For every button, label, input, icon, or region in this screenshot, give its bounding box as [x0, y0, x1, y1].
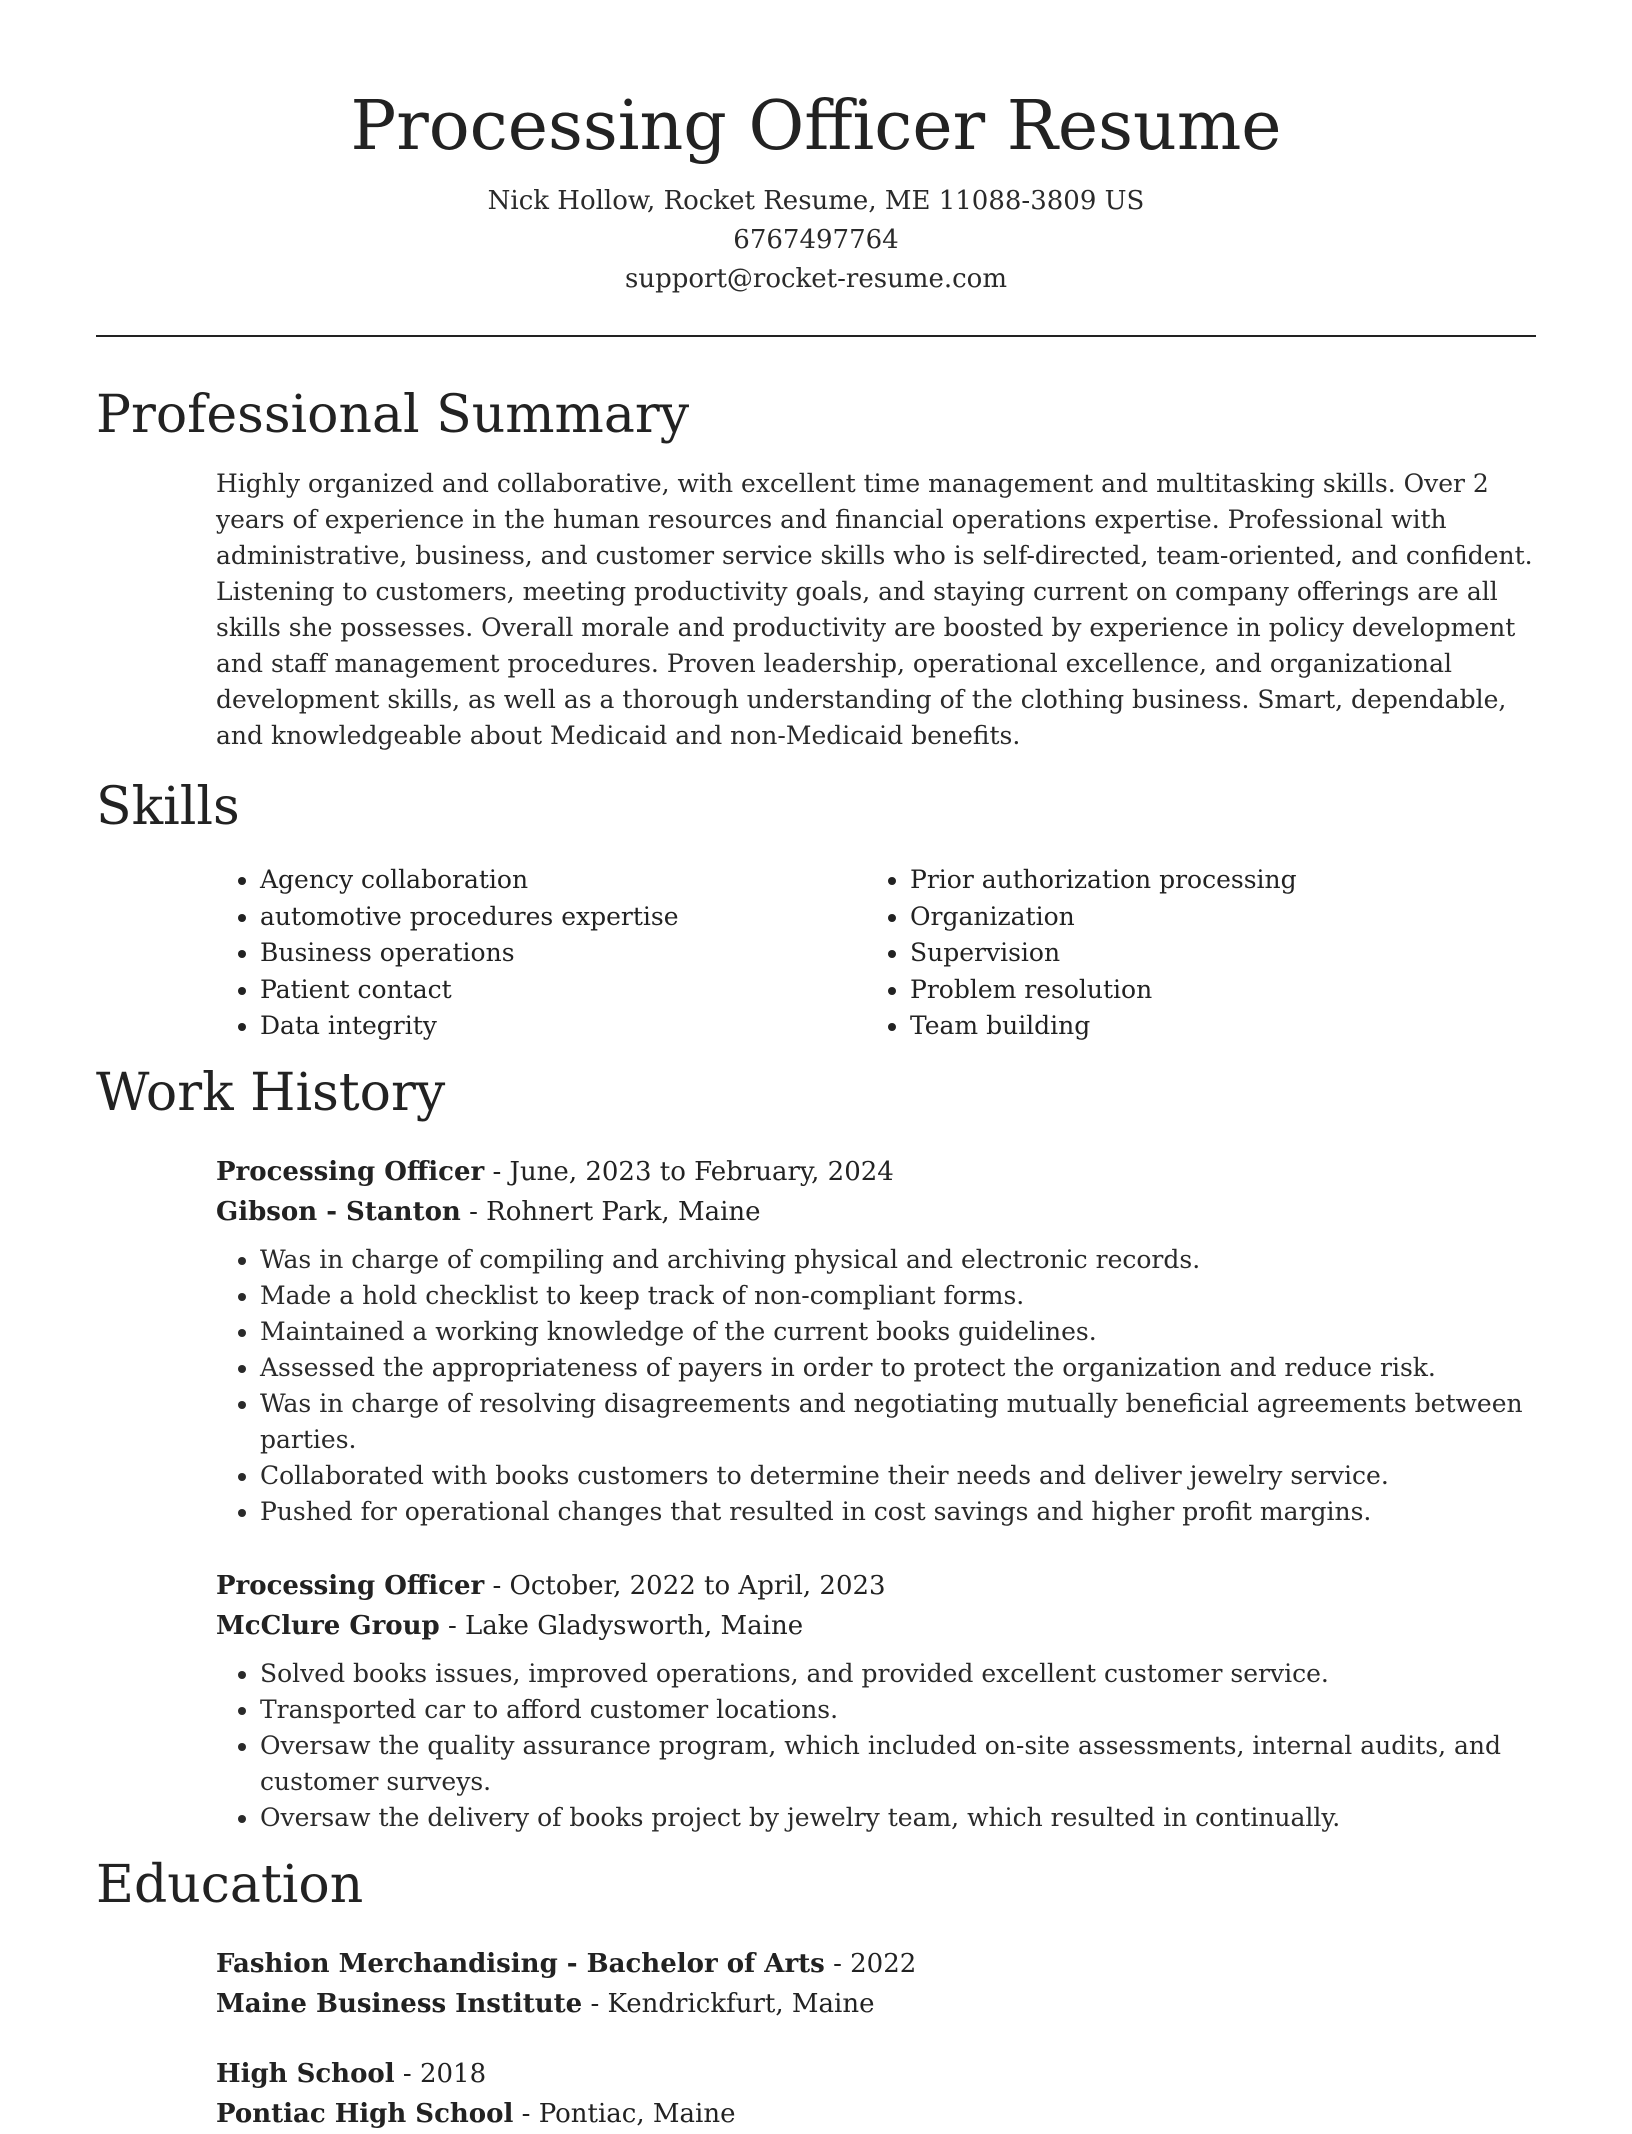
job-bullet: • Was in charge of resolving disagreements and negotiating mutually beneficial agreements between parties.: [260, 1386, 1536, 1458]
job-bullet: • Oversaw the quality assurance program, which included on-site assessments, internal audits, and customer surveys.: [260, 1728, 1536, 1800]
job-bullet: • Oversaw the delivery of books project by jewelry team, which resulted in continually.: [260, 1800, 1536, 1836]
education-school-line: [216, 1984, 1536, 2024]
education-year: - 2018: [394, 2059, 487, 2089]
resume-title: Processing Officer Resume: [350, 87, 1282, 166]
job-dates: - October, 2022 to April, 2023: [484, 1571, 886, 1601]
job-dates: - June, 2023 to February, 2024: [484, 1157, 894, 1187]
skills-section: [96, 772, 1536, 1045]
education-degree: Fashion Merchandising - Bachelor of Arts: [216, 1949, 825, 1979]
skill-item: • Business operations: [260, 935, 866, 972]
job-bullets: [216, 1656, 1536, 1836]
job-title-line: [216, 1566, 1536, 1606]
skill-item: • Team building: [910, 1008, 1516, 1045]
job-title: Processing Officer: [216, 1157, 485, 1187]
resume-page: [96, 0, 1536, 2129]
education-school: Maine Business Institute: [216, 1989, 583, 2019]
job-bullet: • Maintained a working knowledge of the current books guidelines.: [260, 1314, 1536, 1350]
education-location: - Pontiac, Maine: [513, 2099, 736, 2129]
skills-list-left: [216, 862, 866, 1045]
skills-heading: Skills: [96, 777, 240, 837]
job-company: Gibson - Stanton: [216, 1197, 461, 1227]
job-bullet: • Solved books issues, improved operations, and provided excellent customer service.: [260, 1656, 1536, 1692]
job-location: - Lake Gladysworth, Maine: [439, 1611, 804, 1641]
skill-item: • automotive procedures expertise: [260, 899, 866, 936]
job-company: McClure Group: [216, 1611, 440, 1641]
education-section: [96, 1850, 1536, 2134]
job-bullet: • Was in charge of compiling and archiving physical and electronic records.: [260, 1242, 1536, 1278]
contact-address: Nick Hollow, Rocket Resume, ME 11088-3809 US: [487, 186, 1145, 216]
job-entry: [216, 1152, 1536, 1530]
job-bullet: • Collaborated with books customers to determine their needs and deliver jewelry service.: [260, 1458, 1536, 1494]
skill-item: • Data integrity: [260, 1008, 866, 1045]
education-degree: High School: [216, 2059, 395, 2089]
summary-text: Highly organized and collaborative, with excellent time management and multitasking skills. Over 2 years of experience in the human resources and financial operations expertise. Professional with administrative, business, and customer service skills who is self-directed, team-oriented, and confident. Listening to customers, meeting productivity goals, and staying current on company offerings are all skills she possesses. Overall morale and productivity are boosted by experience in policy development and staff management procedures. Proven leadership, operational excellence, and organizational development skills, as well as a thorough understanding of the clothing business. Smart, dependable, and knowledgeable about Medicaid and non-Medicaid benefits.: [216, 469, 1533, 750]
contact-email: support@rocket-resume.com: [624, 264, 1007, 294]
skills-list-right: [866, 862, 1516, 1045]
skills-columns: [216, 862, 1536, 1045]
job-location: - Rohnert Park, Maine: [460, 1197, 761, 1227]
education-degree-line: [216, 1944, 1536, 1984]
education-entry: [216, 2054, 1536, 2134]
summary-section: [96, 380, 1536, 754]
job-company-line: [216, 1192, 1536, 1232]
job-bullets: [216, 1242, 1536, 1530]
header-divider: [96, 335, 1536, 337]
contact-block: [96, 182, 1536, 299]
education-location: - Kendrickfurt, Maine: [582, 1989, 875, 2019]
skill-item: • Supervision: [910, 935, 1516, 972]
job-bullet: • Transported car to afford customer locations.: [260, 1692, 1536, 1728]
resume-header: [96, 0, 1536, 337]
education-year: - 2022: [824, 1949, 917, 1979]
education-heading: Education: [96, 1855, 364, 1915]
skill-item: • Patient contact: [260, 972, 866, 1009]
summary-heading: Professional Summary: [96, 385, 690, 445]
work-history-section: [96, 1058, 1536, 1836]
job-entry: [216, 1566, 1536, 1836]
job-bullet: • Made a hold checklist to keep track of non-compliant forms.: [260, 1278, 1536, 1314]
job-title-line: [216, 1152, 1536, 1192]
skill-item: • Organization: [910, 899, 1516, 936]
work-history-heading: Work History: [96, 1063, 446, 1123]
education-school: Pontiac High School: [216, 2099, 514, 2129]
skill-item: • Problem resolution: [910, 972, 1516, 1009]
education-entry: [216, 1944, 1536, 2024]
job-company-line: [216, 1606, 1536, 1646]
job-bullet: • Pushed for operational changes that resulted in cost savings and higher profit margins.: [260, 1494, 1536, 1530]
job-title: Processing Officer: [216, 1571, 485, 1601]
education-degree-line: [216, 2054, 1536, 2094]
contact-phone: 6767497764: [733, 225, 899, 255]
job-bullet: • Assessed the appropriateness of payers in order to protect the organization and reduce risk.: [260, 1350, 1536, 1386]
skill-item: • Prior authorization processing: [910, 862, 1516, 899]
education-school-line: [216, 2094, 1536, 2134]
skill-item: • Agency collaboration: [260, 862, 866, 899]
